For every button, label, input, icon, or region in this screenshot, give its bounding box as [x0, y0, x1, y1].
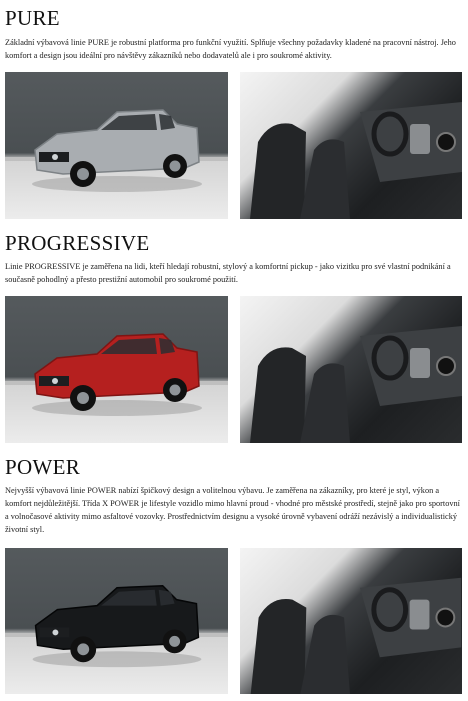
car-interior-image: [240, 296, 462, 443]
section-description: Nejvyšší výbavová linie POWER nabízí špičkový design a volitelnou výbavu. Je zaměřena na zákazníky, pro které je styl, výkon a komfort nejdůležitější. Třída X POWER je lifestyle vozidlo mimo hlavní proud - vhodné pro městské prostředí, stejně jako pro sportovní a volnočasové aktivity mimo asfaltové vozovky. Prostřednictvím designu a vysoké úrovně vybavení odráží nezávislý a individualistický životní styl.: [5, 486, 460, 534]
section-description: Linie PROGRESSIVE je zaměřena na lidi, kteří hledají robustní, stylový a komfortní pickup - jako vizitku pro své vlastní podnikání a současně pohodlný a přesto prestižní automobil pro soukromé použití.: [5, 262, 451, 284]
interior-photo: [240, 72, 462, 219]
section-description: Základní výbavová linie PURE je robustní platforma pro funkční využití. Splňuje všechny požadavky kladené na pracovní nástroj. Jeho komfort a design jsou ideální pro návštěvy zákazníků nebo dodavatelů ale i pro soukromé aktivity.: [5, 38, 456, 60]
section-progressive: [0, 225, 468, 450]
section-title: POWER: [5, 455, 80, 479]
car-exterior-photo: [5, 296, 228, 443]
section-power: [0, 450, 468, 701]
car-exterior-photo: [5, 548, 228, 694]
section-pure: [0, 0, 468, 225]
car-interior-image: [240, 548, 462, 694]
section-title: PURE: [5, 6, 60, 30]
section-title: PROGRESSIVE: [5, 231, 150, 255]
car-interior-image: [240, 72, 462, 219]
interior-photo: [240, 296, 462, 443]
car-exterior-photo: [5, 72, 228, 219]
interior-photo: [240, 548, 462, 694]
pickup-truck-image: [5, 296, 228, 443]
pickup-truck-image: [5, 72, 228, 219]
pickup-truck-image: [5, 548, 228, 694]
